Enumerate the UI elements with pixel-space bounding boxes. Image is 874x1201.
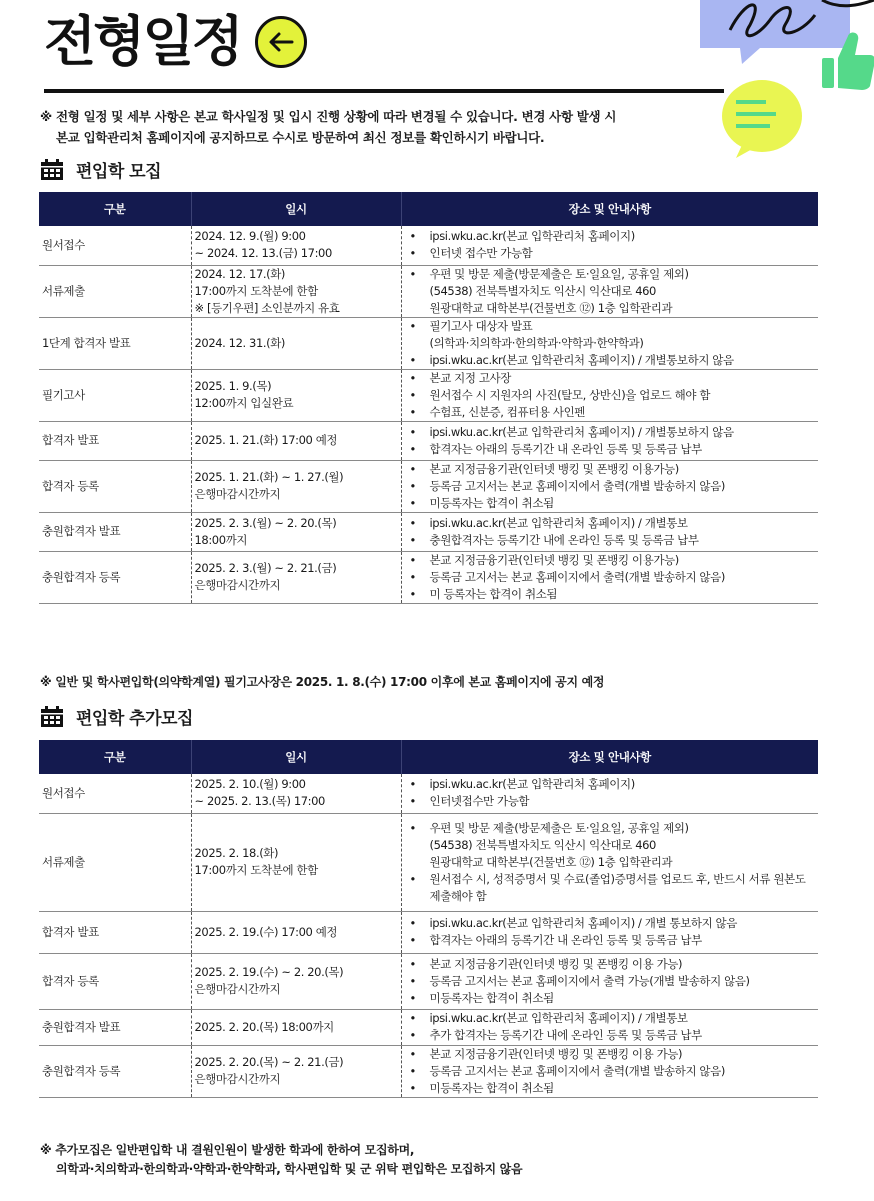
date-line: ~ 2025. 2. 13.(목) 17:00 xyxy=(194,794,325,809)
row-category: 원서접수 xyxy=(39,226,191,265)
back-arrow-button[interactable] xyxy=(255,16,307,68)
notice-line-2: 본교 입학관리처 홈페이지에 공지하므로 수시로 방문하여 최신 정보를 확인하시기 바랍니다. xyxy=(56,130,545,145)
date-line: 은행마감시간까지 xyxy=(194,578,281,592)
note-item: • 본교 지정금융기관(인터넷 뱅킹 및 폰뱅킹 이용가능) xyxy=(408,461,819,478)
note-item: • 필기고사 대상자 발표 (의학과·치의학과·한의학과·약학과·한약학과) xyxy=(408,318,819,352)
date-line: ~ 2024. 12. 13.(금) 17:00 xyxy=(194,246,332,261)
notes-list xyxy=(408,318,819,369)
row-date xyxy=(191,551,401,603)
note-item: • 미등록자는 합격이 취소됨 xyxy=(408,495,819,512)
section1-footnote: ※ 일반 및 학사편입학(의약학계열) 필기고사장은 2025. 1. 8.(수) 17:00 이후에 본교 홈페이지에 공지 예정 xyxy=(40,675,605,689)
date-line: 2025. 2. 19.(수) 17:00 예정 xyxy=(194,924,338,939)
note-item: • ipsi.wku.ac.kr(본교 입학관리처 홈페이지) / 개별통보하지 않음 xyxy=(408,352,819,369)
note-item: • 인터넷접수만 가능함 xyxy=(408,793,819,810)
row-notes xyxy=(401,460,818,512)
row-date xyxy=(191,265,401,317)
date-line: 은행마감시간까지 xyxy=(194,487,281,501)
note-item: • 충원합격자는 등록기간 내에 온라인 등록 및 등록금 납부 xyxy=(408,532,819,549)
notes-list xyxy=(408,424,819,458)
note-item: • 본교 지정금융기관(인터넷 뱅킹 및 폰뱅킹 이용 가능) xyxy=(408,956,819,973)
row-notes xyxy=(401,911,818,953)
column-header-notes: 장소 및 안내사항 xyxy=(401,740,818,774)
note-item: • 추가 합격자는 등록기간 내에 온라인 등록 및 등록금 납부 xyxy=(408,1027,819,1044)
row-notes xyxy=(401,1009,818,1045)
row-category: 서류제출 xyxy=(39,813,191,911)
section-heading-additional xyxy=(40,704,193,729)
note-item: • ipsi.wku.ac.kr(본교 입학관리처 홈페이지) xyxy=(408,228,819,245)
table-row xyxy=(39,512,818,551)
row-category: 충원합격자 등록 xyxy=(39,551,191,603)
table-row xyxy=(39,460,818,512)
note-item: • 등록금 고지서는 본교 홈페이지에서 출력 가능(개별 발송하지 않음) xyxy=(408,973,819,990)
notes-list xyxy=(408,1010,819,1044)
note-item: • 합격자는 아래의 등록기간 내 온라인 등록 및 등록금 납부 xyxy=(408,441,819,458)
row-notes xyxy=(401,1045,818,1097)
transfer-schedule-table xyxy=(39,192,818,604)
notes-list xyxy=(408,370,819,421)
row-date xyxy=(191,512,401,551)
table-row xyxy=(39,1009,818,1045)
row-category: 충원합격자 등록 xyxy=(39,1045,191,1097)
row-notes xyxy=(401,512,818,551)
row-category: 합격자 발표 xyxy=(39,911,191,953)
table-row xyxy=(39,551,818,603)
note-item: • ipsi.wku.ac.kr(본교 입학관리처 홈페이지) / 개별 통보하지 않음 xyxy=(408,915,819,932)
note-item: • 원서접수 시 지원자의 사진(탈모, 상반신)을 업로드 해야 함 xyxy=(408,387,819,404)
notes-list xyxy=(408,915,819,949)
footnote-line-2: 의학과·치의학과·한의학과·약학과·한약학과, 학사편입학 및 군 위탁 편입학은 모집하지 않음 xyxy=(56,1162,523,1176)
note-item: • ipsi.wku.ac.kr(본교 입학관리처 홈페이지) / 개별통보하지 않음 xyxy=(408,424,819,441)
note-item: • 등록금 고지서는 본교 홈페이지에서 출력(개별 발송하지 않음) xyxy=(408,478,819,495)
table-row xyxy=(39,813,818,911)
note-item: • 인터넷 접수만 가능함 xyxy=(408,245,819,262)
date-line: 2025. 2. 20.(목) ~ 2. 21.(금) xyxy=(194,1055,344,1069)
notes-list xyxy=(408,956,819,1007)
date-line: 은행마감시간까지 xyxy=(194,982,281,996)
row-notes xyxy=(401,953,818,1009)
row-notes xyxy=(401,265,818,317)
note-item: • 본교 지정금융기관(인터넷 뱅킹 및 폰뱅킹 이용 가능) xyxy=(408,1046,819,1063)
date-line: 17:00까지 도착분에 한함 xyxy=(194,283,318,298)
date-line: 2025. 2. 20.(목) 18:00까지 xyxy=(194,1019,334,1034)
row-category: 합격자 등록 xyxy=(39,953,191,1009)
additional-schedule-table xyxy=(39,740,818,1098)
table-row xyxy=(39,421,818,460)
calendar-icon xyxy=(40,706,64,728)
date-line: 17:00까지 도착분에 한함 xyxy=(194,863,318,877)
date-line: 은행마감시간까지 xyxy=(194,1072,281,1086)
date-line: 2024. 12. 9.(월) 9:00 xyxy=(194,229,306,244)
note-item: • 본교 지정금융기관(인터넷 뱅킹 및 폰뱅킹 이용가능) xyxy=(408,552,819,569)
notes-list xyxy=(408,1046,819,1097)
row-date xyxy=(191,911,401,953)
note-item: • 본교 지정 고사장 xyxy=(408,370,819,387)
row-category: 충원합격자 발표 xyxy=(39,512,191,551)
note-item: • 미등록자는 합격이 취소됨 xyxy=(408,1080,819,1097)
date-line: 2025. 1. 21.(화) ~ 1. 27.(월) xyxy=(194,470,344,484)
row-date xyxy=(191,369,401,421)
note-item: • 합격자는 아래의 등록기간 내 온라인 등록 및 등록금 납부 xyxy=(408,932,819,949)
row-notes xyxy=(401,226,818,265)
table-row xyxy=(39,774,818,813)
date-line: ※ [등기우편] 소인분까지 유효 xyxy=(194,300,340,315)
table-row xyxy=(39,911,818,953)
date-line: 12:00까지 입실완료 xyxy=(194,396,294,410)
row-date xyxy=(191,460,401,512)
note-item: • 등록금 고지서는 본교 홈페이지에서 출력(개별 발송하지 않음) xyxy=(408,1063,819,1080)
row-category: 합격자 등록 xyxy=(39,460,191,512)
notes-list xyxy=(408,266,819,317)
row-category: 충원합격자 발표 xyxy=(39,1009,191,1045)
row-notes xyxy=(401,774,818,813)
row-notes xyxy=(401,551,818,603)
section2-footnote xyxy=(40,1141,522,1179)
table-row xyxy=(39,1045,818,1097)
column-header-date: 일시 xyxy=(191,192,401,226)
date-line: 2025. 2. 10.(월) 9:00 xyxy=(194,777,306,792)
section-title: 편입학 추가모집 xyxy=(76,709,193,729)
row-date xyxy=(191,317,401,369)
date-line: 2025. 1. 21.(화) 17:00 예정 xyxy=(194,433,338,447)
footnote-line-1: ※ 추가모집은 일반편입학 내 결원인원이 발생한 학과에 한하여 모집하며, xyxy=(40,1143,415,1157)
row-date xyxy=(191,813,401,911)
date-line: 2025. 2. 3.(월) ~ 2. 20.(목) xyxy=(194,515,337,530)
notes-list xyxy=(408,228,819,262)
table-row xyxy=(39,265,818,317)
date-line: 18:00까지 xyxy=(194,532,248,547)
table-row xyxy=(39,226,818,265)
row-date xyxy=(191,1009,401,1045)
column-header-notes: 장소 및 안내사항 xyxy=(401,192,818,226)
note-item: • 등록금 고지서는 본교 홈페이지에서 출력(개별 발송하지 않음) xyxy=(408,569,819,586)
row-notes xyxy=(401,369,818,421)
page-title: 전형일정 xyxy=(44,10,241,73)
date-line: 2025. 1. 9.(목) xyxy=(194,379,272,393)
row-category: 원서접수 xyxy=(39,774,191,813)
column-header-category: 구분 xyxy=(39,192,191,226)
column-header-date: 일시 xyxy=(191,740,401,774)
note-item: • 미등록자는 합격이 취소됨 xyxy=(408,990,819,1007)
row-notes xyxy=(401,813,818,911)
row-date xyxy=(191,1045,401,1097)
notes-list xyxy=(408,461,819,512)
notes-list xyxy=(408,820,819,905)
column-header-category: 구분 xyxy=(39,740,191,774)
row-category: 합격자 발표 xyxy=(39,421,191,460)
note-item: • ipsi.wku.ac.kr(본교 입학관리처 홈페이지) / 개별통보 xyxy=(408,1010,819,1027)
calendar-icon xyxy=(40,159,64,181)
notes-list xyxy=(408,515,819,549)
note-item: • 미 등록자는 합격이 취소됨 xyxy=(408,586,819,603)
notes-list xyxy=(408,776,819,810)
date-line: 2024. 12. 31.(화) xyxy=(194,335,285,350)
note-item: • ipsi.wku.ac.kr(본교 입학관리처 홈페이지) xyxy=(408,776,819,793)
row-date xyxy=(191,953,401,1009)
table-row xyxy=(39,317,818,369)
schedule-change-notice: ※ 전형 일정 및 세부 사항은 본교 학사일정 및 입시 진행 상황에 따라 변경될 수 있습니다. 변경 사항 발생 시 본교 입학관리처 홈페이지에 공지하므로 수시로 방문하여 최신 정보를 확인하시기 바랍니다. xyxy=(40,106,740,148)
title-divider xyxy=(44,89,724,93)
row-date xyxy=(191,226,401,265)
date-line: 2025. 2. 18.(화) xyxy=(194,846,279,860)
row-notes xyxy=(401,317,818,369)
arrow-left-icon xyxy=(266,30,296,54)
row-date xyxy=(191,774,401,813)
table-row xyxy=(39,369,818,421)
notice-line-1: 전형 일정 및 세부 사항은 본교 학사일정 및 입시 진행 상황에 따라 변경될 수 있습니다. 변경 사항 발생 시 xyxy=(56,109,617,124)
section-title: 편입학 모집 xyxy=(76,162,162,182)
table-row xyxy=(39,953,818,1009)
row-category: 필기고사 xyxy=(39,369,191,421)
page-header xyxy=(44,2,307,82)
row-category: 1단계 합격자 발표 xyxy=(39,317,191,369)
section-heading-transfer xyxy=(40,157,161,182)
date-line: 2024. 12. 17.(화) xyxy=(194,266,285,281)
date-line: 2025. 2. 3.(월) ~ 2. 21.(금) xyxy=(194,561,337,575)
date-line: 2025. 2. 19.(수) ~ 2. 20.(목) xyxy=(194,965,344,979)
note-item: • ipsi.wku.ac.kr(본교 입학관리처 홈페이지) / 개별통보 xyxy=(408,515,819,532)
note-item: • 원서접수 시, 성적증명서 및 수료(졸업)증명서를 업로드 후, 반드시 서류 원본도 제출해야 함 xyxy=(408,871,819,905)
row-date xyxy=(191,421,401,460)
note-item: • 우편 및 방문 제출(방문제출은 토·일요일, 공휴일 제외) (54538) 전북특별자치도 익산시 익산대로 460 원광대학교 대학본부(건물번호 ⑫) 1층 입학관리과 xyxy=(408,820,819,871)
row-category: 서류제출 xyxy=(39,265,191,317)
note-item: • 우편 및 방문 제출(방문제출은 토·일요일, 공휴일 제외) (54538) 전북특별자치도 익산시 익산대로 460 원광대학교 대학본부(건물번호 ⑫) 1층 입학관리과 xyxy=(408,266,819,317)
note-item: • 수험표, 신분증, 컴퓨터용 사인펜 xyxy=(408,404,819,421)
notes-list xyxy=(408,552,819,603)
row-notes xyxy=(401,421,818,460)
